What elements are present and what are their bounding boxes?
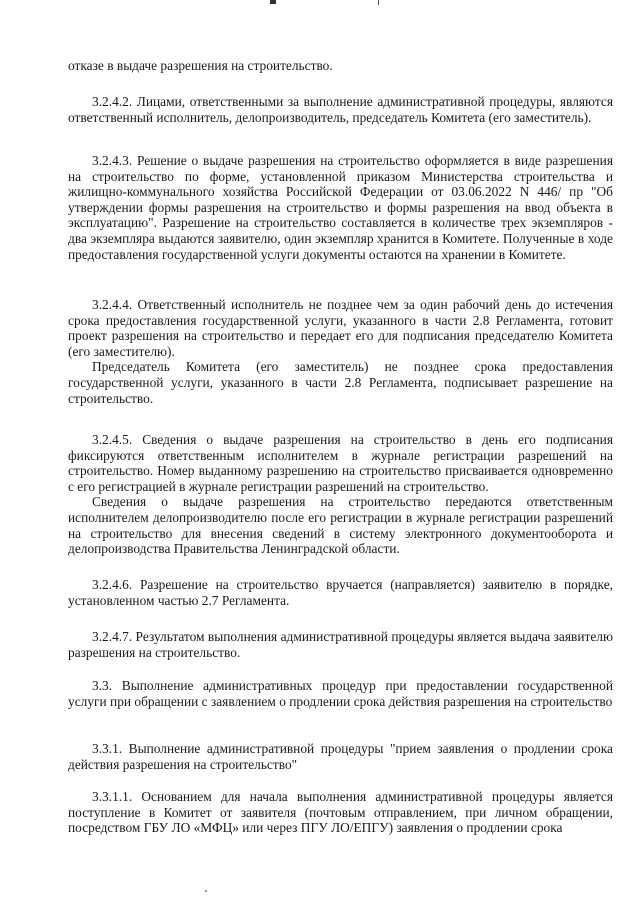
paragraph-continuation (68, 58, 613, 74)
paragraph: 3.2.4.6. Разрешение на строительство вручается (направляется) заявителю в порядке, установленном частью 2.7 Регламента. (68, 577, 613, 608)
section-3-3 (68, 678, 613, 709)
paragraph: 3.2.4.7. Результатом выполнения административной процедуры является выдача заявителю разрешения на строительство. (68, 629, 613, 660)
paragraph: 3.2.4.4. Ответственный исполнитель не позднее чем за один рабочий день до истечения срока предоставления государственной услуги, указанного в части 2.8 Регламента, готовит проект разрешения на строительство и передает его для подписания председателю Комитета (его заместителю). (68, 297, 613, 359)
paragraph: 3.2.4.2. Лицами, ответственными за выполнение административной процедуры, являются ответственный исполнитель, делопроизводитель, председатель Комитета (его заместитель). (68, 94, 613, 125)
paragraph: Сведения о выдаче разрешения на строительство передаются ответственным исполнителем делопроизводителю после его регистрации в журнале регистрации разрешений на строительство для внесения сведений в систему электронного документооборота и делопроизводства Правительства Ленинградской области. (68, 494, 613, 557)
scan-mark (378, 0, 379, 5)
clause-3-2-4-3 (68, 153, 613, 262)
clause-3-2-4-5 (68, 432, 613, 557)
paragraph: Председатель Комитета (его заместитель) не позднее срока предоставления государственной услуги, указанного в части 2.8 Регламента, подписывает разрешение на строительство. (68, 359, 613, 406)
clause-3-2-4-6 (68, 577, 613, 608)
paragraph: отказе в выдаче разрешения на строительство. (68, 58, 333, 73)
paragraph: 3.3.1.1. Основанием для начала выполнения административной процедуры является поступление в Комитет от заявителя (почтовым отправлением, при личном обращении, посредством ГБУ ЛО «МФЦ» или через ПГУ ЛО/ЕПГУ) заявления о продлении срока (68, 789, 613, 836)
clause-3-2-4-4 (68, 297, 613, 406)
clause-3-2-4-7 (68, 629, 613, 660)
subsection-heading: 3.3.1. Выполнение административной процедуры "прием заявления о продлении срока действия разрешения на строительство" (68, 741, 613, 772)
scan-speck (205, 890, 207, 892)
clause-3-2-4-2 (68, 94, 613, 125)
paragraph: 3.2.4.3. Решение о выдаче разрешения на строительство оформляется в виде разрешения на строительство по форме, установленной приказом Министерства строительства и жилищно-коммунального хозяйства Российской Федерации от 03.06.2022 N 446/ пр "Об утверждении формы разрешения на строительство и формы разрешения на ввод объекта в эксплуатацию". Разрешение на строительство составляется в количестве трех экземпляров - два экземпляра выдаются заявителю, один экземпляр хранится в Комитете. Полученные в ходе предоставления государственной услуги документы остаются на хранении в Комитете. (68, 153, 613, 262)
section-heading: 3.3. Выполнение административных процедур при предоставлении государственной услуги при обращении с заявлением о продлении срока действия разрешения на строительство (68, 678, 613, 709)
clause-3-3-1-1 (68, 789, 613, 836)
subsection-3-3-1 (68, 741, 613, 772)
scan-mark (270, 0, 276, 4)
paragraph: 3.2.4.5. Сведения о выдаче разрешения на строительство в день его подписания фиксируются ответственным исполнителем в журнале регистрации разрешений на строительство. Номер выданному разрешению на строительство присваивается одновременно с его регистрацией в журнале регистрации разрешений на строительство. (68, 432, 613, 494)
